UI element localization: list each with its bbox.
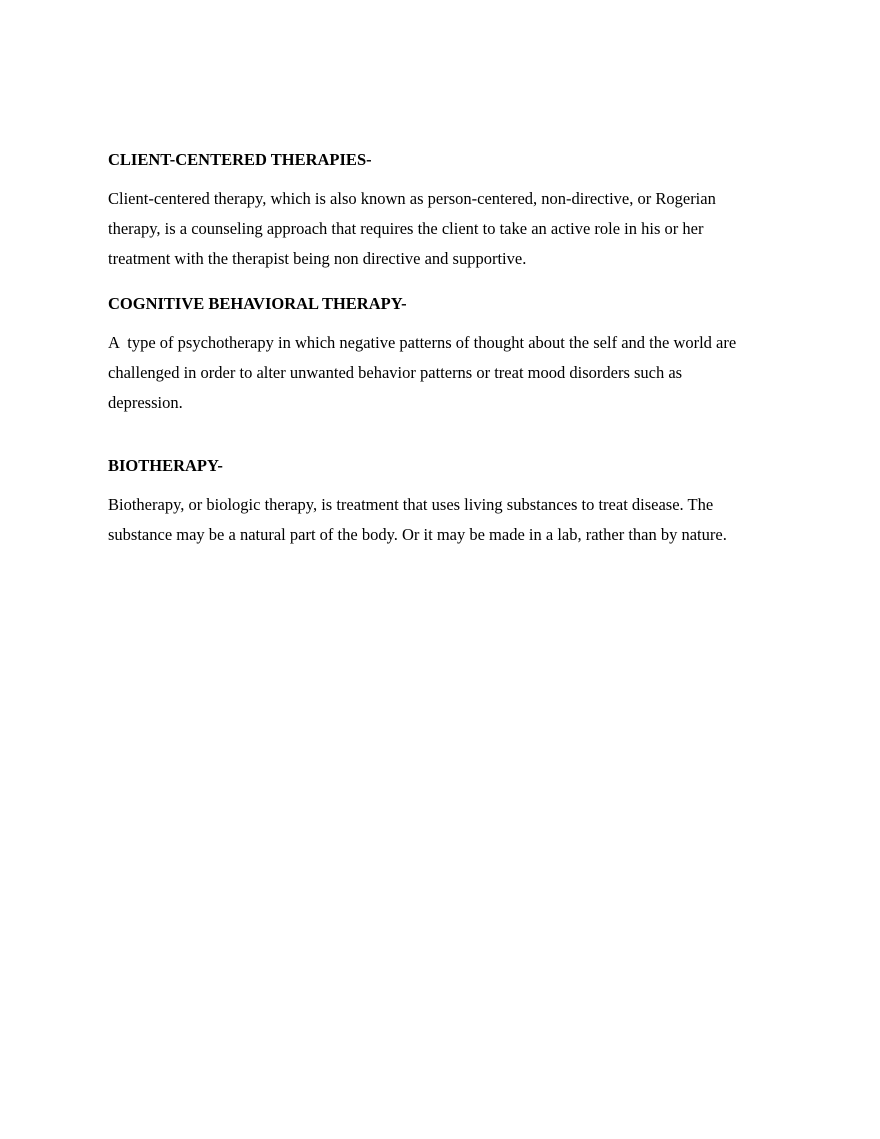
- section-cognitive-behavioral-therapy: [108, 294, 788, 418]
- section-body: [108, 490, 788, 550]
- body-line: substance may be a natural part of the body. Or it may be made in a lab, rather than by nature.: [108, 525, 727, 544]
- body-line: therapy, is a counseling approach that requires the client to take an active role in his or her: [108, 219, 704, 238]
- section-biotherapy: [108, 456, 788, 550]
- body-line: Client-centered therapy, which is also known as person-centered, non-directive, or Rogerian: [108, 189, 716, 208]
- section-heading: BIOTHERAPY-: [108, 456, 223, 475]
- section-body: [108, 184, 788, 274]
- body-line: challenged in order to alter unwanted behavior patterns or treat mood disorders such as: [108, 363, 683, 382]
- body-line: depression.: [108, 393, 183, 412]
- body-line: treatment with the therapist being non directive and supportive.: [108, 249, 527, 268]
- section-heading: COGNITIVE BEHAVIORAL THERAPY-: [108, 294, 407, 313]
- body-line: Biotherapy, or biologic therapy, is treatment that uses living substances to treat disease. The: [108, 495, 714, 514]
- section-client-centered-therapies: [108, 150, 788, 274]
- body-line: A type of psychotherapy in which negative patterns of thought about the self and the world are: [108, 333, 737, 352]
- section-body: [108, 328, 788, 418]
- section-heading: CLIENT-CENTERED THERAPIES-: [108, 150, 372, 169]
